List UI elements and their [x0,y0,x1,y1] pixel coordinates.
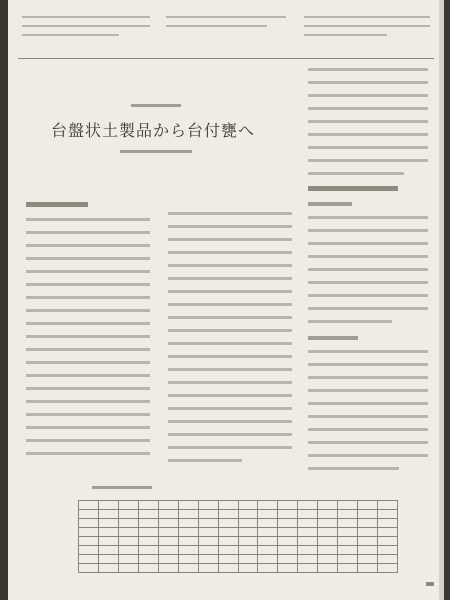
table-row [79,519,398,528]
subsection-b-text [308,350,428,480]
section-heading-2 [308,186,398,191]
subsection-heading-b [308,336,358,340]
page-number [426,582,434,586]
article-subtitle [120,150,192,153]
table-row [79,528,398,537]
article-title: 台盤状土製品から台付甕へ [50,121,255,140]
column-2-text [168,212,292,472]
footnote-rule [18,58,434,59]
table-row [79,555,398,564]
page-edge [439,0,444,600]
footnote-right [304,0,430,58]
author-name [131,104,181,107]
subsection-heading-a [308,202,352,206]
table-total-row [79,564,398,573]
table-row [79,510,398,519]
section-heading-1 [26,202,88,207]
right-column-intro [308,68,428,185]
table-row [79,546,398,555]
table-header-row [79,501,398,510]
table-caption [92,486,152,489]
footnote-middle [166,0,286,58]
subsection-a-text [308,216,428,333]
data-table [78,500,398,573]
footnote-left [22,0,150,58]
table-row [79,537,398,546]
journal-page [8,0,444,600]
section-1-text [26,218,150,465]
